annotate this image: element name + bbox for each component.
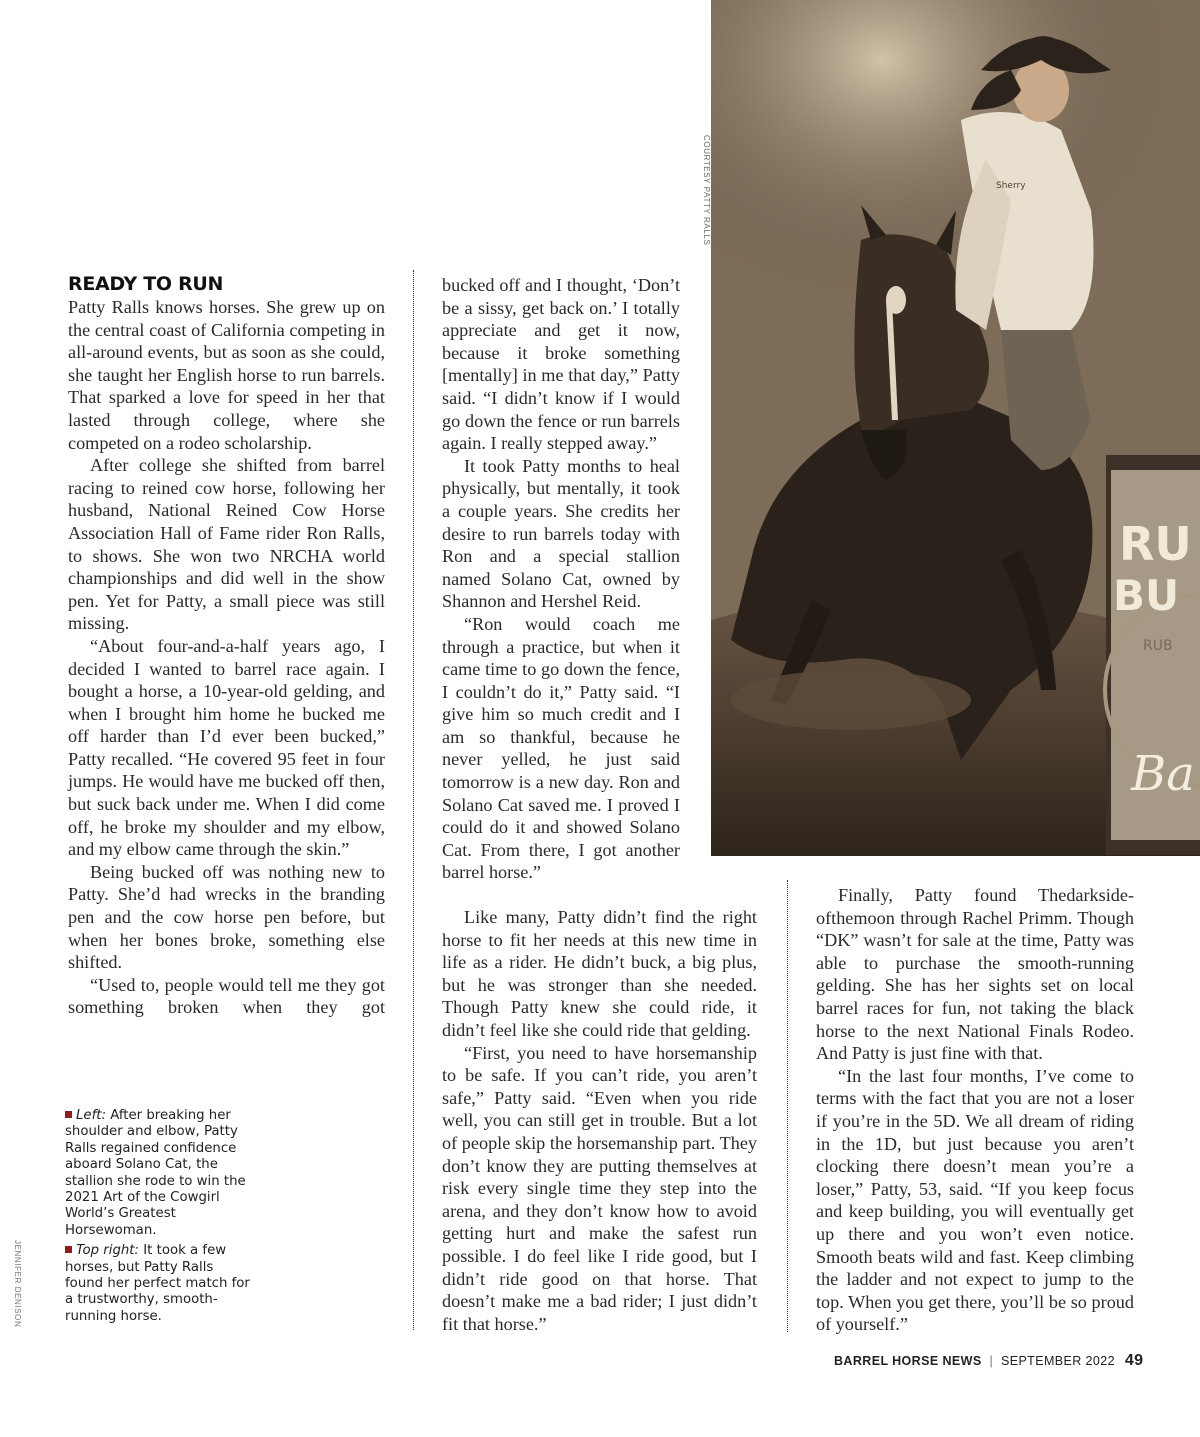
caption-bullet-icon [65, 1111, 72, 1118]
side-photo-credit: JENNIFER DENISON [13, 1240, 22, 1328]
paragraph: “Used to, people would tell me they got something broken when they got [68, 974, 385, 1018]
caption-bullet-icon [65, 1246, 72, 1253]
caption-left [65, 1108, 250, 1239]
paragraph: After college she shifted from barrel racing to reined cow horse, following her husband, National Reined Cow Horse Association Hall of Fame rider Ron Ralls, to shows. She won two NRCHA world championships and did well in the show pen. Yet for Patty, a small piece was still missing. [68, 455, 385, 634]
shirt-logo-text: Sherry [996, 181, 1026, 191]
caption-lead: Top right: [76, 1243, 140, 1259]
sign-badge-text: RUB [1143, 638, 1173, 654]
paragraph: “Ron would coach me through a practice, but when it came time to go down the fence, I couldn’t do it,” Patty said. “I give him so much credit and I am so thankful, because he never yelled, he just said tomorrow is a new day. Ron and Solano Cat saved me. I proved I could do it and showed Solano Cat. From there, I got another barrel horse.” [442, 613, 680, 883]
caption-top-right [65, 1243, 250, 1325]
publication-name: BARREL HORSE NEWS [834, 1354, 982, 1368]
paragraph: bucked off and I thought, ‘Don’t be a sissy, get back on.’ I totally appreciate and get it now, because it broke something [mentally] in me that day,” Patty said. “I didn’t know if I would go down the fence or run barrels again. I really stepped away.” [442, 275, 680, 454]
paragraph: Finally, Patty found Thedarksideofthemoon through Rachel Primm. Though “DK” wasn’t for sale at the time, Patty was able to purchase the smooth-running gelding. She has her sights set on local barrel races for fun, not taking the black horse to the next National Finals Rodeo. And Patty is just fine with that. [816, 885, 1134, 1064]
sign-text-2: BU [1113, 571, 1180, 620]
photo-captions [65, 1108, 250, 1329]
article-column-1 [68, 296, 385, 1019]
column-divider [787, 880, 788, 1332]
footer-separator: | [989, 1354, 994, 1368]
issue-date: SEPTEMBER 2022 [1000, 1354, 1115, 1368]
paragraph: Patty Ralls knows horses. She grew up on the central coast of California competing in all-around events, but as soon as she could, she taught her English horse to run barrels. That sparked a love for speed in her that lasted through college, where she competed on a rodeo scholarship. [68, 297, 385, 453]
column-divider [413, 270, 414, 1330]
caption-text: After breaking her shoulder and elbow, Patty Ralls regained confidence aboard Solano Cat, the stallion she rode to win the 2021 Art of the Cowgirl World’s Greatest Horsewoman. [65, 1108, 246, 1238]
article-column-2-continued [442, 906, 757, 1335]
caption-lead: Left: [76, 1108, 106, 1123]
article-column-3 [816, 884, 1134, 1336]
paragraph: “First, you need to have horsemanship to be safe. If you can’t ride, you aren’t safe,” Patty said. “Even when you ride well, you can still get in trouble. But a lot of people skip the horsemanship part. They don’t know they are putting themselves at risk every single time they step into the arena, and they don’t know how to avoid getting hurt and make the safest run possible. I do feel like I ride good, but I didn’t ride good on that horse. That doesn’t make me a bad rider; I just didn’t fit that horse.” [442, 1042, 757, 1334]
sign-script-text: Ba [1131, 746, 1195, 802]
paragraph: “In the last four months, I’ve come to terms with the fact that you are not a loser if you’re in the 5D. We all dream of riding in the 1D, but just because you aren’t clocking there doesn’t mean you’re a loser,” Patty, 53, said. “If you keep focus and keep building, you will eventually get up there and you won’t even notice. Smooth beats wild and fast. Keep climbing the ladder and not expect to jump to the top. When you get there, you’ll be so proud of yourself.” [816, 1065, 1134, 1335]
sign-text-1: RU [1119, 517, 1192, 571]
photo-credit: COURTESY PATTY RALLS [702, 135, 711, 246]
paragraph: Being bucked off was nothing new to Patty. She’d had wrecks in the branding pen and the cow horse pen before, but when her bones broke, something else shifted. [68, 861, 385, 973]
page-footer [834, 1352, 1143, 1370]
barrel-racing-photo [711, 0, 1200, 856]
paragraph: Like many, Patty didn’t find the right horse to fit her needs at this new time in life as a rider. He didn’t buck, a big plus, but he was stronger than she needed. Though Patty knew she could ride, it didn’t feel like she could ride that gelding. [442, 907, 757, 1040]
paragraph: “About four-and-a-half years ago, I decided I wanted to barrel race again. I bought a horse, a 10-year-old gelding, and when I brought him home he bucked me off harder than I’d ever been bucked,” Patty recalled. “He covered 95 feet in four jumps. He would have me bucked off then, but suck back under me. When I did come off, he broke my shoulder and my elbow, and my elbow came through the skin.” [68, 635, 385, 860]
paragraph: It took Patty months to heal physically, but mentally, it took a couple years. She credits her desire to run barrels today with Ron and a special stallion named Solano Cat, owned by Shannon and Hershel Reid. [442, 455, 680, 612]
page-number: 49 [1124, 1352, 1144, 1369]
article-column-2 [442, 274, 680, 884]
section-heading: READY TO RUN [68, 273, 224, 295]
caption-text: It took a few horses, but Patty Ralls found her perfect match for a trustworthy, smooth-running horse. [65, 1243, 250, 1324]
